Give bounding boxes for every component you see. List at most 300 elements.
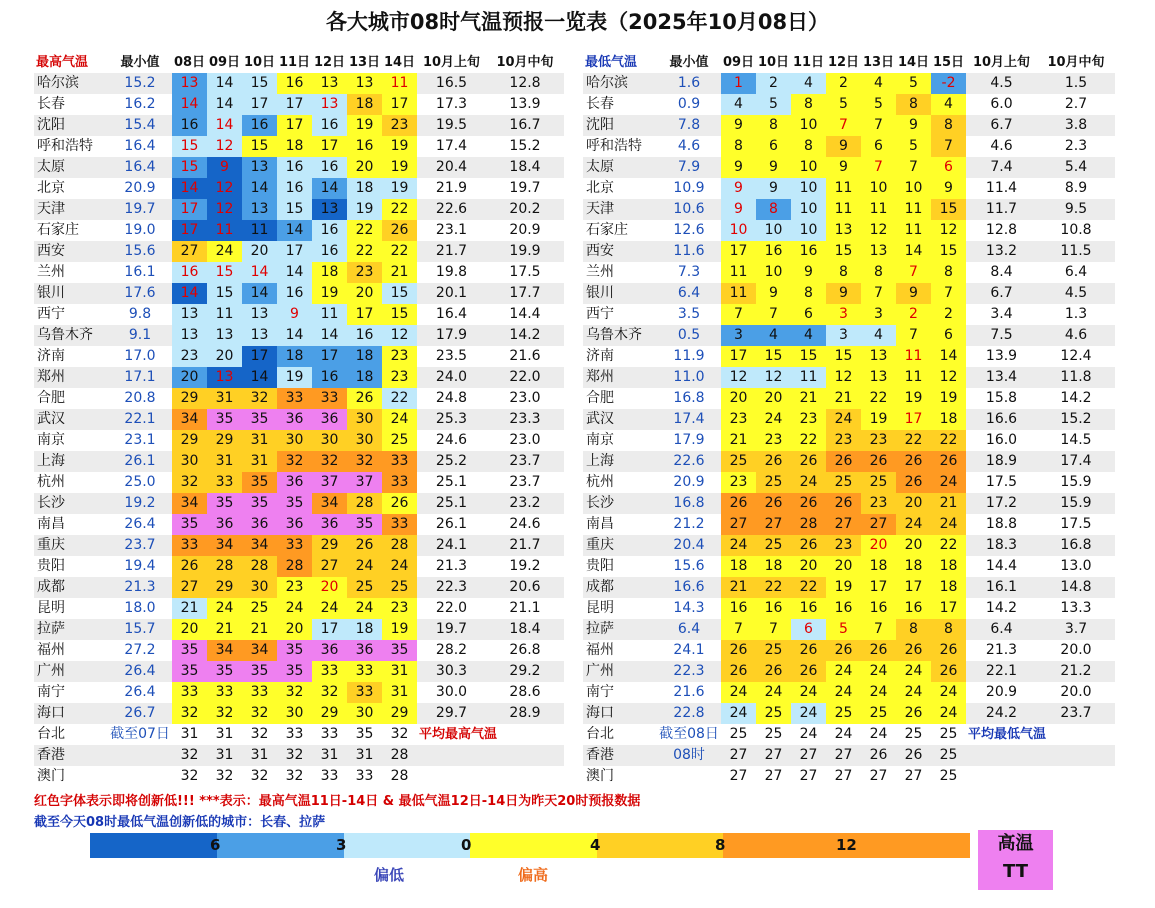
temp-cell: 19 — [382, 157, 417, 178]
average-label: 平均最低气温 — [966, 724, 1115, 745]
temp-cell: 17 — [861, 577, 896, 598]
temp-cell: 27 — [904, 768, 923, 784]
temp-cell: 10 — [791, 115, 826, 136]
temp-cell: 10 — [756, 220, 791, 241]
city-name: 长春 — [37, 96, 65, 112]
temp-cell: 21 — [721, 430, 756, 451]
city-name: 成都 — [583, 577, 657, 598]
temp-cell: 8 — [896, 619, 931, 640]
temp-cell: 24 — [834, 726, 853, 742]
temp-cell: 33 — [207, 472, 242, 493]
city-name: 南昌 — [586, 516, 614, 532]
temp-cell: 25 — [242, 598, 277, 619]
temp-cell: 10 — [756, 262, 791, 283]
mid-oct-value: 15.9 — [1037, 493, 1115, 514]
temp-cell: 15 — [791, 346, 826, 367]
temp-cell: 23 — [172, 346, 207, 367]
city-name: 乌鲁木齐 — [34, 325, 108, 346]
min-value — [108, 745, 172, 766]
temp-cell: 32 — [242, 388, 277, 409]
legend-tick: 12 — [836, 836, 857, 854]
temp-cell: 30 — [172, 451, 207, 472]
min-temp-row — [583, 262, 1115, 283]
temp-cell: 22 — [382, 199, 417, 220]
temp-cell: -2 — [931, 73, 966, 94]
temp-cell: 23 — [826, 535, 861, 556]
min-temp-row — [583, 556, 1115, 577]
header-day: 13日 — [348, 55, 381, 70]
temp-cell: 26 — [721, 661, 756, 682]
temp-cell: 24 — [756, 682, 791, 703]
temp-cell: 24 — [826, 409, 861, 430]
city-name: 澳门 — [586, 768, 614, 784]
temp-cell: 13 — [242, 157, 277, 178]
temp-cell: 33 — [320, 768, 339, 784]
temp-cell: 2 — [931, 304, 966, 325]
temp-cell: 20 — [242, 241, 277, 262]
city-name: 福州 — [37, 642, 65, 658]
temp-cell: 26 — [382, 220, 417, 241]
temp-cell: 7 — [826, 115, 861, 136]
min-temp-row — [583, 514, 1115, 535]
temp-cell: 28 — [207, 556, 242, 577]
mid-oct-value: 20.0 — [1060, 684, 1092, 700]
temp-cell: 33 — [347, 682, 382, 703]
temp-cell: 35 — [172, 514, 207, 535]
temp-cell: 12 — [931, 220, 966, 241]
temp-cell: 20 — [826, 556, 861, 577]
temp-cell: 35 — [277, 640, 312, 661]
city-name: 武汉 — [34, 409, 108, 430]
temp-cell: 21 — [826, 388, 861, 409]
mid-oct-value: 23.3 — [486, 409, 564, 430]
city-name: 济南 — [37, 348, 65, 364]
mid-oct-value: 16.7 — [486, 115, 564, 136]
temp-cell: 27 — [172, 577, 207, 598]
header-day: 09日 — [208, 55, 241, 70]
temp-cell: 33 — [172, 535, 207, 556]
min-value: 16.8 — [673, 390, 705, 406]
temp-cell: 36 — [312, 514, 347, 535]
mid-oct-value: 15.2 — [509, 138, 541, 154]
temp-cell: 27 — [826, 745, 861, 766]
early-oct-value: 19.8 — [435, 264, 468, 280]
temp-cell: 6 — [931, 157, 966, 178]
mid-oct-value: 19.9 — [486, 241, 564, 262]
temp-cell: 24 — [799, 726, 818, 742]
temp-cell: 26 — [826, 640, 861, 661]
temp-cell: 26 — [826, 493, 861, 514]
mid-oct-value: 4.6 — [1037, 325, 1115, 346]
min-value: 11.0 — [657, 367, 721, 388]
city-name: 长沙 — [34, 493, 108, 514]
legend-segment — [90, 833, 217, 858]
min-value — [108, 766, 172, 787]
temp-cell: 31 — [382, 682, 417, 703]
early-oct-value: 22.6 — [417, 199, 486, 220]
early-oct-value: 13.4 — [966, 367, 1037, 388]
header-day: 11日 — [278, 55, 311, 70]
temp-cell: 6 — [791, 304, 826, 325]
min-temp-row — [583, 220, 1115, 241]
temp-cell: 18 — [861, 556, 896, 577]
early-oct-value: 4.6 — [990, 138, 1013, 154]
temp-cell: 12 — [826, 367, 861, 388]
temp-cell: 15 — [931, 199, 966, 220]
temp-cell: 7 — [861, 283, 896, 304]
min-value: 23.1 — [124, 432, 156, 448]
temp-cell: 16 — [791, 241, 826, 262]
temp-cell: 17 — [896, 577, 931, 598]
min-value: 22.3 — [657, 661, 721, 682]
early-oct-value: 22.3 — [417, 577, 486, 598]
city-name: 台北 — [37, 726, 65, 742]
city-name: 南京 — [37, 432, 65, 448]
temp-cell: 28 — [791, 514, 826, 535]
mid-oct-value: 12.4 — [1060, 348, 1092, 364]
temp-cell: 18 — [347, 346, 382, 367]
temp-cell: 21 — [172, 598, 207, 619]
max-temp-row — [34, 283, 564, 304]
mid-oct-value: 16.8 — [1037, 535, 1115, 556]
early-oct-value: 25.3 — [417, 409, 486, 430]
min-value: 26.4 — [108, 661, 172, 682]
min-temp-row — [583, 619, 1115, 640]
min-value: 20.8 — [124, 390, 156, 406]
early-oct-value: 21.9 — [435, 180, 468, 196]
temp-cell: 22 — [791, 430, 826, 451]
city-name: 杭州 — [37, 474, 65, 490]
temp-cell: 27 — [721, 514, 756, 535]
mid-oct-value: 4.5 — [1037, 283, 1115, 304]
min-value: 08时 — [657, 745, 721, 766]
min-value: 17.9 — [673, 432, 705, 448]
temp-cell: 8 — [791, 136, 826, 157]
temp-cell: 11 — [896, 367, 931, 388]
max-temp-row — [34, 661, 564, 682]
city-name: 上海 — [583, 451, 657, 472]
temp-cell: 26 — [896, 472, 931, 493]
early-oct-value: 16.5 — [417, 73, 486, 94]
city-name: 郑州 — [583, 367, 657, 388]
temp-cell: 26 — [172, 556, 207, 577]
early-oct-value: 21.7 — [417, 241, 486, 262]
temp-cell: 14 — [312, 325, 347, 346]
temp-cell: 13 — [861, 346, 896, 367]
temp-cell: 18 — [347, 178, 382, 199]
temp-cell: 31 — [312, 745, 347, 766]
temp-cell: 9 — [756, 283, 791, 304]
temp-cell: 29 — [172, 430, 207, 451]
temp-cell: 17 — [277, 241, 312, 262]
mid-oct-value: 13.3 — [1060, 600, 1092, 616]
city-name: 南京 — [586, 432, 614, 448]
temp-cell: 34 — [312, 493, 347, 514]
temp-cell: 25 — [756, 535, 791, 556]
min-temp-row — [583, 493, 1115, 514]
temp-cell: 4 — [791, 73, 826, 94]
temp-cell: 20 — [312, 577, 347, 598]
temp-cell: 21 — [382, 262, 417, 283]
temp-cell: 8 — [931, 619, 966, 640]
record-low-note: 红色字体表示即将创新低!!! ***表示：最高气温11日-14日 & 最低气温12日-14日为昨天20时预报数据 — [34, 794, 641, 809]
temp-cell: 36 — [277, 472, 312, 493]
temp-cell: 10 — [896, 178, 931, 199]
temp-cell: 19 — [896, 388, 931, 409]
min-value: 15.2 — [108, 73, 172, 94]
city-name: 台北 — [586, 726, 614, 742]
temp-cell: 25 — [826, 472, 861, 493]
temp-cell: 26 — [861, 640, 896, 661]
temp-cell: 15 — [382, 304, 417, 325]
temp-cell: 4 — [931, 94, 966, 115]
temp-cell: 10 — [791, 157, 826, 178]
temp-cell: 15 — [172, 157, 207, 178]
temp-cell: 16 — [756, 598, 791, 619]
temp-cell: 16 — [861, 598, 896, 619]
mid-oct-value: 8.9 — [1064, 180, 1088, 196]
temp-cell: 32 — [250, 726, 269, 742]
temp-cell: 32 — [312, 451, 347, 472]
temp-cell: 32 — [277, 682, 312, 703]
city-name: 南昌 — [37, 516, 65, 532]
mid-oct-value — [486, 745, 564, 766]
temp-cell: 27 — [729, 768, 748, 784]
temp-cell: 36 — [312, 640, 347, 661]
temp-cell: 27 — [869, 768, 888, 784]
mid-oct-value: 20.6 — [486, 577, 564, 598]
temp-cell: 11 — [382, 73, 417, 94]
temp-cell: 25 — [861, 703, 896, 724]
temp-cell: 8 — [896, 94, 931, 115]
temp-cell: 18 — [312, 262, 347, 283]
temp-cell: 9 — [826, 157, 861, 178]
min-value: 16.8 — [657, 493, 721, 514]
temp-cell: 23 — [277, 577, 312, 598]
city-name: 北京 — [586, 180, 614, 196]
min-value: 17.1 — [108, 367, 172, 388]
temp-cell: 16 — [277, 157, 312, 178]
city-name: 南宁 — [37, 684, 65, 700]
temp-cell: 19 — [382, 178, 417, 199]
temp-cell: 26 — [896, 451, 931, 472]
min-temp-row — [583, 346, 1115, 367]
city-name: 西宁 — [586, 306, 614, 322]
min-value: 9.1 — [108, 325, 172, 346]
min-temp-row — [583, 472, 1115, 493]
temp-cell: 33 — [207, 682, 242, 703]
max-temp-row — [34, 73, 564, 94]
temp-cell: 25 — [347, 577, 382, 598]
temp-cell: 22 — [382, 388, 417, 409]
temp-cell: 14 — [242, 178, 277, 199]
early-oct-value: 17.5 — [985, 474, 1018, 490]
mid-oct-value: 12.8 — [486, 73, 564, 94]
temp-cell: 9 — [756, 178, 791, 199]
mid-oct-value: 28.9 — [486, 703, 564, 724]
temp-cell: 12 — [382, 325, 417, 346]
mid-oct-value: 20.2 — [486, 199, 564, 220]
early-oct-value: 24.6 — [435, 432, 468, 448]
city-name: 香港 — [583, 745, 657, 766]
temp-cell: 6 — [861, 136, 896, 157]
temp-cell: 18 — [931, 556, 966, 577]
temp-cell: 13 — [242, 304, 277, 325]
temp-cell: 32 — [172, 703, 207, 724]
temp-cell: 23 — [382, 598, 417, 619]
temp-cell: 24 — [896, 682, 931, 703]
temp-cell: 27 — [799, 768, 818, 784]
min-value: 20.9 — [673, 474, 705, 490]
early-oct-value: 3.4 — [990, 306, 1013, 322]
temp-cell: 25 — [756, 640, 791, 661]
city-name: 香港 — [34, 745, 108, 766]
city-name: 西安 — [34, 241, 108, 262]
temp-cell: 24 — [207, 598, 242, 619]
temp-cell: 22 — [382, 241, 417, 262]
min-value: 6.4 — [657, 283, 721, 304]
min-value: 21.2 — [673, 516, 705, 532]
temp-cell: 15 — [756, 346, 791, 367]
temp-cell: 22 — [347, 241, 382, 262]
temp-cell: 34 — [172, 493, 207, 514]
temp-cell: 26 — [791, 493, 826, 514]
temp-cell: 13 — [172, 304, 207, 325]
temp-cell: 7 — [896, 157, 931, 178]
temp-cell: 9 — [721, 178, 756, 199]
temp-cell: 18 — [931, 409, 966, 430]
min-temp-row — [583, 430, 1115, 451]
temp-cell: 15 — [826, 241, 861, 262]
temp-cell: 24 — [312, 598, 347, 619]
early-oct-value: 24.0 — [417, 367, 486, 388]
max-temp-row — [34, 136, 564, 157]
temp-cell: 31 — [215, 726, 234, 742]
legend-high-label: 偏高 — [518, 866, 549, 884]
temp-cell: 7 — [756, 619, 791, 640]
temp-cell: 14 — [931, 346, 966, 367]
temp-cell: 16 — [242, 115, 277, 136]
max-temp-row — [34, 157, 564, 178]
early-oct-value: 14.2 — [985, 600, 1018, 616]
city-name: 银川 — [583, 283, 657, 304]
legend-segment — [217, 833, 347, 858]
temp-cell: 31 — [207, 451, 242, 472]
temp-cell: 6 — [756, 136, 791, 157]
temp-cell: 14 — [207, 94, 242, 115]
temp-cell: 24 — [931, 682, 966, 703]
temp-cell: 9 — [826, 136, 861, 157]
temp-cell: 16 — [277, 178, 312, 199]
temp-cell: 14 — [172, 178, 207, 199]
temp-cell: 24 — [756, 409, 791, 430]
temp-cell: 25 — [382, 577, 417, 598]
early-oct-value: 24.2 — [966, 703, 1037, 724]
temp-cell: 30 — [277, 430, 312, 451]
max-temp-header-title: 最高气温 — [36, 55, 89, 70]
temp-cell: 20 — [791, 556, 826, 577]
temp-cell: 20 — [172, 619, 207, 640]
early-oct-value: 19.7 — [417, 619, 486, 640]
temp-cell: 35 — [242, 409, 277, 430]
temp-cell: 32 — [347, 451, 382, 472]
temp-cell: 19 — [382, 619, 417, 640]
temp-cell: 22 — [931, 430, 966, 451]
min-temp-row — [583, 451, 1115, 472]
temp-cell: 27 — [791, 745, 826, 766]
mid-oct-value: 23.2 — [486, 493, 564, 514]
temp-cell: 32 — [250, 768, 269, 784]
max-temp-row — [34, 556, 564, 577]
max-temp-row — [34, 535, 564, 556]
max-temp-row — [34, 745, 564, 766]
min-temp-row — [583, 745, 1115, 766]
temp-cell: 26 — [791, 661, 826, 682]
temp-cell: 13 — [312, 199, 347, 220]
temp-cell: 16 — [756, 241, 791, 262]
min-temp-row — [583, 577, 1115, 598]
temp-cell: 17 — [277, 115, 312, 136]
mid-oct-value: 21.2 — [1037, 661, 1115, 682]
temp-cell: 16 — [312, 115, 347, 136]
temp-cell: 27 — [312, 556, 347, 577]
temp-cell: 35 — [277, 661, 312, 682]
temp-cell: 17 — [382, 94, 417, 115]
temp-cell: 10 — [791, 178, 826, 199]
temp-cell: 25 — [904, 726, 923, 742]
temp-cell: 31 — [347, 745, 382, 766]
temp-cell: 11 — [791, 367, 826, 388]
temp-cell: 22 — [896, 430, 931, 451]
temp-cell: 17 — [931, 598, 966, 619]
city-name: 呼和浩特 — [586, 138, 642, 154]
temp-cell: 15 — [172, 136, 207, 157]
mid-oct-value: 1.5 — [1037, 73, 1115, 94]
city-name: 长春 — [586, 96, 614, 112]
temp-cell: 32 — [285, 768, 304, 784]
min-value: 11.6 — [657, 241, 721, 262]
header-min: 最小值 — [669, 55, 709, 70]
temp-cell: 32 — [312, 682, 347, 703]
early-oct-value: 6.7 — [966, 115, 1037, 136]
temp-cell: 14 — [242, 367, 277, 388]
temp-cell: 20 — [347, 157, 382, 178]
mid-oct-value: 3.7 — [1037, 619, 1115, 640]
temp-cell: 24 — [931, 703, 966, 724]
temp-cell: 18 — [277, 346, 312, 367]
mid-oct-value: 23.0 — [509, 432, 541, 448]
header-mid-oct: 10月中旬 — [496, 55, 554, 70]
temp-cell: 17 — [277, 94, 312, 115]
header-day: 13日 — [862, 55, 895, 70]
early-oct-value: 24.1 — [417, 535, 486, 556]
city-name: 太原 — [583, 157, 657, 178]
mid-oct-value: 11.8 — [1037, 367, 1115, 388]
min-value — [657, 766, 721, 787]
mid-oct-value: 23.7 — [486, 451, 564, 472]
city-name: 兰州 — [37, 264, 65, 280]
mid-oct-value: 3.8 — [1037, 115, 1115, 136]
temp-cell: 31 — [207, 745, 242, 766]
early-oct-value: 13.2 — [966, 241, 1037, 262]
temp-cell: 27 — [826, 514, 861, 535]
temp-cell: 29 — [207, 577, 242, 598]
temp-cell: 21 — [242, 619, 277, 640]
temp-cell: 35 — [207, 493, 242, 514]
max-temp-row — [34, 598, 564, 619]
min-value: 1.6 — [657, 73, 721, 94]
city-name: 沈阳 — [34, 115, 108, 136]
